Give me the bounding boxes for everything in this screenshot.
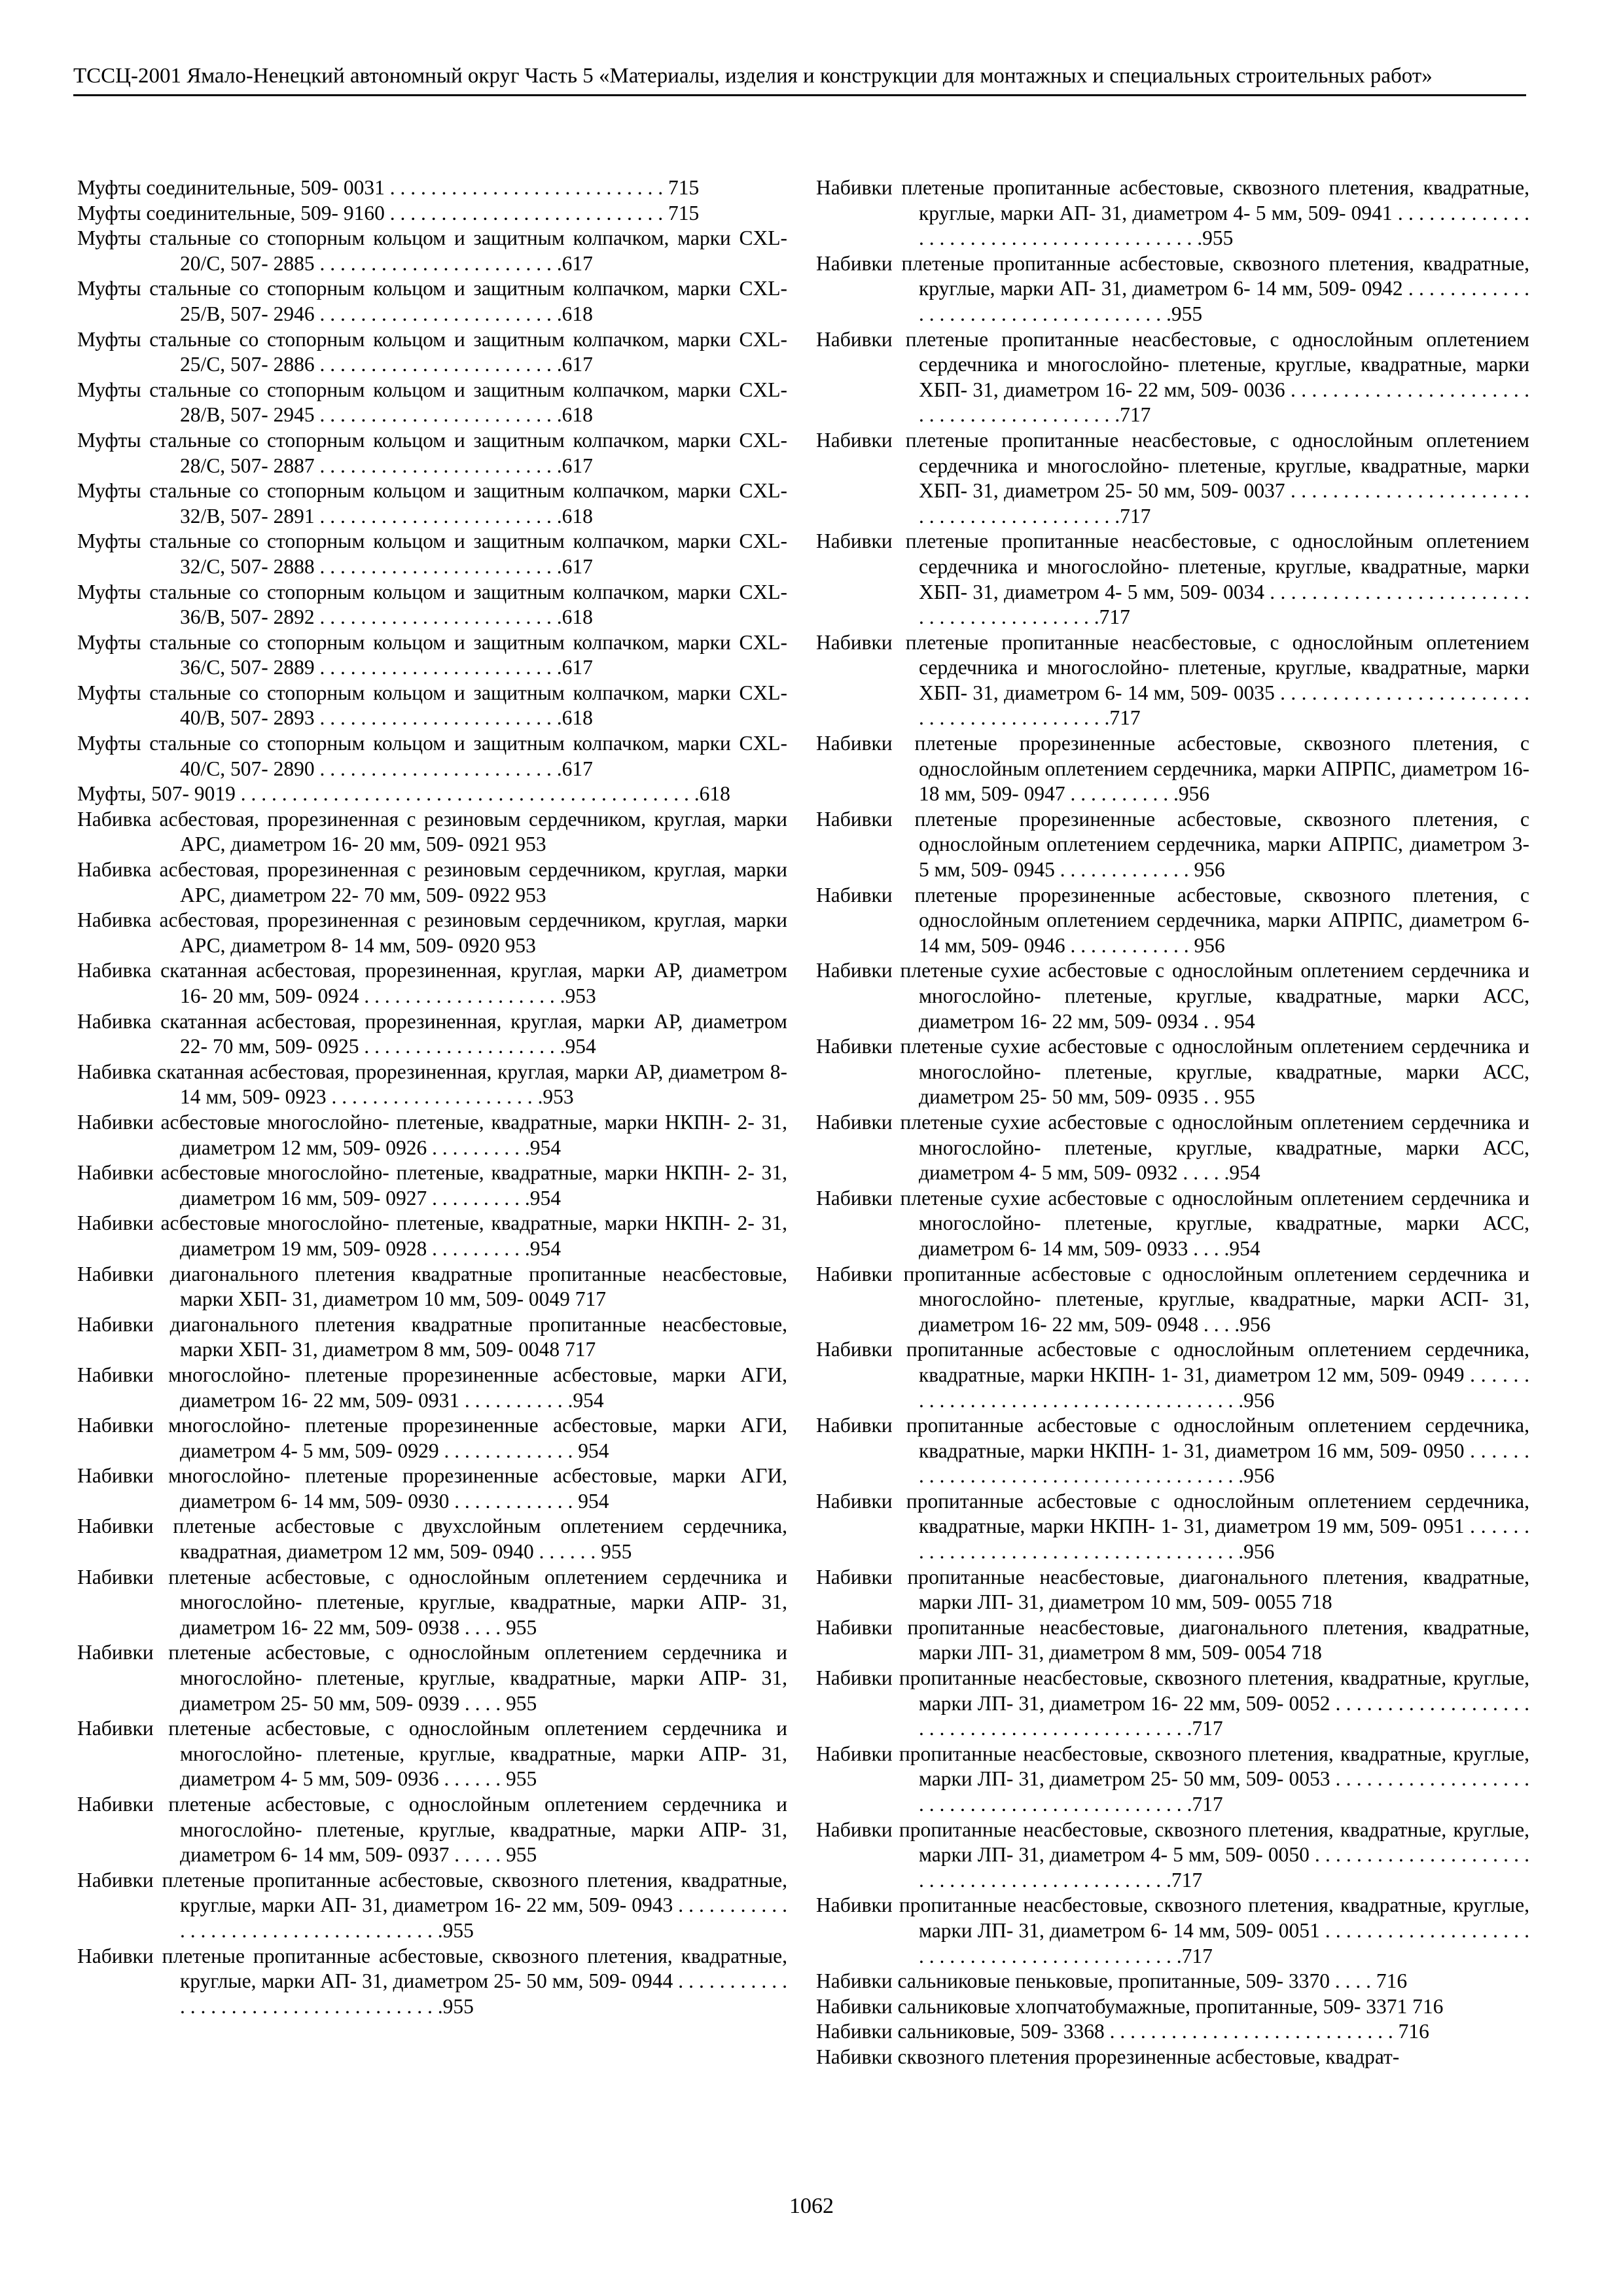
index-entry: Набивки плетеные пропитанные неасбестовые, с однослойным оплетением сердечника и многослойно- плетеные, круглые, квадратные, марки ХБП- 31, диаметром 25- 50 мм, 509- 0037 . . . . . . . . . . . . . . . . . . . . . . . . . . . . . . . . . . . . . . . . . . .717 [816,428,1529,528]
index-column-left [77,175,787,2019]
index-entry: Набивки плетеные пропитанные неасбестовые, с однослойным оплетением сердечника и многослойно- плетеные, круглые, квадратные, марки ХБП- 31, диаметром 6- 14 мм, 509- 0035 . . . . . . . . . . . . . . . . . . . . . . . . . . . . . . . . . . . . . . . . . . .717 [816,630,1529,730]
index-entry: Набивки сальниковые хлопчатобумажные, пропитанные, 509- 3371 716 [816,1994,1444,2018]
index-entry: Набивки плетеные пропитанные неасбестовые, с однослойным оплетением сердечника и многослойно- плетеные, круглые, квадратные, марки ХБП- 31, диаметром 16- 22 мм, 509- 0036 . . . . . . . . . . . . . . . . . . . . . . . . . . . . . . . . . . . . . . . . . . .717 [816,327,1529,427]
index-entry: Набивки пропитанные асбестовые с однослойным оплетением сердечника, квадратные, марки НКПН- 1- 31, диаметром 16 мм, 509- 0950 . . . . . . . . . . . . . . . . . . . . . . . . . . . . . . . . . . . . . .956 [816,1414,1529,1488]
index-entry: Муфты стальные со стопорным кольцом и защитным колпачком, марки CXL- 40/C, 507- 2890 . . . . . . . . . . . . . . . . . . . . . . . .617 [77,732,787,780]
index-entry: Муфты стальные со стопорным кольцом и защитным колпачком, марки CXL- 36/C, 507- 2889 . . . . . . . . . . . . . . . . . . . . . . . .617 [77,630,787,679]
index-entry: Муфты стальные со стопорным кольцом и защитным колпачком, марки CXL- 20/C, 507- 2885 . . . . . . . . . . . . . . . . . . . . . . . .617 [77,226,787,275]
index-entry: Муфты стальные со стопорным кольцом и защитным колпачком, марки CXL- 28/C, 507- 2887 . . . . . . . . . . . . . . . . . . . . . . . .617 [77,428,787,477]
index-entry: Набивки пропитанные неасбестовые, диагонального плетения, квадратные, марки ЛП- 31, диаметром 10 мм, 509- 0055 718 [816,1565,1529,1614]
index-entry: Набивки плетеные пропитанные неасбестовые, с однослойным оплетением сердечника и многослойно- плетеные, круглые, квадратные, марки ХБП- 31, диаметром 4- 5 мм, 509- 0034 . . . . . . . . . . . . . . . . . . . . . . . . . . . . . . . . . . . . . . . . . . .717 [816,529,1529,629]
index-entry: Муфты стальные со стопорным кольцом и защитным колпачком, марки CXL- 28/B, 507- 2945 . . . . . . . . . . . . . . . . . . . . . . . .618 [77,378,787,427]
index-entry: Муфты стальные со стопорным кольцом и защитным колпачком, марки CXL- 25/C, 507- 2886 . . . . . . . . . . . . . . . . . . . . . . . .617 [77,327,787,376]
index-entry: Муфты, 507- 9019 . . . . . . . . . . . . . . . . . . . . . . . . . . . . . . . . . . . . . . . . . . . . .618 [77,782,730,806]
index-entry: Набивки сальниковые пеньковые, пропитанные, 509- 3370 . . . . 716 [816,1969,1408,1993]
page-number: 1062 [789,2194,834,2218]
index-entry: Муфты стальные со стопорным кольцом и защитным колпачком, марки CXL- 32/B, 507- 2891 . . . . . . . . . . . . . . . . . . . . . . . .618 [77,479,787,528]
index-entry: Набивки плетеные пропитанные асбестовые, сквозного плетения, квадратные, круглые, марки АП- 31, диаметром 6- 14 мм, 509- 0942 . . . . . . . . . . . . . . . . . . . . . . . . . . . . . . . . . . . . .955 [816,251,1529,325]
index-entry: Набивки многослойно- плетеные прорезиненные асбестовые, марки АГИ, диаметром 4- 5 мм, 509- 0929 . . . . . . . . . . . . . 954 [77,1414,787,1462]
index-entry: Муфты стальные со стопорным кольцом и защитным колпачком, марки CXL- 36/B, 507- 2892 . . . . . . . . . . . . . . . . . . . . . . . .618 [77,580,787,629]
index-entry: Набивки плетеные сухие асбестовые с однослойным оплетением сердечника и многослойно- плетеные, круглые, квадратные, марки АСС, диаметром 6- 14 мм, 509- 0933 . . . .954 [816,1186,1529,1260]
index-entry: Набивка асбестовая, прорезиненная с резиновым сердечником, круглая, марки АРС, диаметром 8- 14 мм, 509- 0920 953 [77,908,787,957]
index-entry: Набивки асбестовые многослойно- плетеные, квадратные, марки НКПН- 2- 31, диаметром 12 мм, 509- 0926 . . . . . . . . . .954 [77,1110,787,1159]
index-entry: Набивки плетеные пропитанные асбестовые, сквозного плетения, квадратные, круглые, марки АП- 31, диаметром 16- 22 мм, 509- 0943 . . . . . . . . . . . . . . . . . . . . . . . . . . . . . . . . . . . . .955 [77,1868,787,1942]
index-entry: Набивки плетеные асбестовые, с однослойным оплетением сердечника и многослойно- плетеные, круглые, квадратные, марки АПР- 31, диаметром 16- 22 мм, 509- 0938 . . . . 955 [77,1565,787,1639]
index-entry: Набивки плетеные пропитанные асбестовые, сквозного плетения, квадратные, круглые, марки АП- 31, диаметром 4- 5 мм, 509- 0941 . . . . . . . . . . . . . . . . . . . . . . . . . . . . . . . . . . . . . . . . .955 [816,176,1529,250]
index-entry: Набивки пропитанные неасбестовые, сквозного плетения, квадратные, круглые, марки ЛП- 31, диаметром 6- 14 мм, 509- 0051 . . . . . . . . . . . . . . . . . . . . . . . . . . . . . . . . . . . . . . . . . . . . . .717 [816,1893,1529,1967]
index-entry: Набивки пропитанные асбестовые с однослойным оплетением сердечника и многослойно- плетеные, круглые, квадратные, марки АСП- 31, диаметром 16- 22 мм, 509- 0948 . . . .956 [816,1262,1529,1336]
index-entry: Набивки многослойно- плетеные прорезиненные асбестовые, марки АГИ, диаметром 16- 22 мм, 509- 0931 . . . . . . . . . . .954 [77,1363,787,1412]
index-entry: Набивки плетеные асбестовые, с однослойным оплетением сердечника и многослойно- плетеные, круглые, квадратные, марки АПР- 31, диаметром 25- 50 мм, 509- 0939 . . . . 955 [77,1641,787,1715]
index-entry: Набивка асбестовая, прорезиненная с резиновым сердечником, круглая, марки АРС, диаметром 16- 20 мм, 509- 0921 953 [77,807,787,856]
index-entry: Набивки диагонального плетения квадратные пропитанные неасбестовые, марки ХБП- 31, диаметром 8 мм, 509- 0048 717 [77,1312,787,1361]
index-entry: Набивки плетеные сухие асбестовые с однослойным оплетением сердечника и многослойно- плетеные, круглые, квадратные, марки АСС, диаметром 4- 5 мм, 509- 0932 . . . . .954 [816,1110,1529,1185]
index-entry: Набивка асбестовая, прорезиненная с резиновым сердечником, круглая, марки АРС, диаметром 22- 70 мм, 509- 0922 953 [77,858,787,906]
index-entry: Набивки многослойно- плетеные прорезиненные асбестовые, марки АГИ, диаметром 6- 14 мм, 509- 0930 . . . . . . . . . . . . 954 [77,1464,787,1513]
index-entry: Набивки плетеные асбестовые с двухслойным оплетением сердечника, квадратная, диаметром 12 мм, 509- 0940 . . . . . . 955 [77,1515,787,1564]
index-entry: Набивки пропитанные асбестовые с однослойным оплетением сердечника, квадратные, марки НКПН- 1- 31, диаметром 19 мм, 509- 0951 . . . . . . . . . . . . . . . . . . . . . . . . . . . . . . . . . . . . . .956 [816,1489,1529,1564]
index-entry: Набивки сквозного плетения прорезиненные асбестовые, квадрат- [816,2045,1400,2068]
index-entry: Набивки пропитанные неасбестовые, сквозного плетения, квадратные, круглые, марки ЛП- 31, диаметром 25- 50 мм, 509- 0053 . . . . . . . . . . . . . . . . . . . . . . . . . . . . . . . . . . . . . . . . . . . . . .717 [816,1742,1529,1816]
index-entry: Муфты стальные со стопорным кольцом и защитным колпачком, марки CXL- 40/B, 507- 2893 . . . . . . . . . . . . . . . . . . . . . . . .618 [77,681,787,730]
index-entry: Набивки плетеные прорезиненные асбестовые, сквозного плетения, с однослойным оплетением сердечника, марки АПРПС, диаметром 16- 18 мм, 509- 0947 . . . . . . . . . . .956 [816,732,1529,806]
index-entry: Набивки плетеные сухие асбестовые с однослойным оплетением сердечника и многослойно- плетеные, круглые, квадратные, марки АСС, диаметром 25- 50 мм, 509- 0935 . . 955 [816,1035,1529,1109]
index-entry: Набивки плетеные сухие асбестовые с однослойным оплетением сердечника и многослойно- плетеные, круглые, квадратные, марки АСС, диаметром 16- 22 мм, 509- 0934 . . 954 [816,959,1529,1033]
index-entry: Муфты стальные со стопорным кольцом и защитным колпачком, марки CXL- 32/C, 507- 2888 . . . . . . . . . . . . . . . . . . . . . . . .617 [77,529,787,578]
index-column-right [816,175,1529,2070]
index-entry: Набивки пропитанные неасбестовые, сквозного плетения, квадратные, круглые, марки ЛП- 31, диаметром 4- 5 мм, 509- 0050 . . . . . . . . . . . . . . . . . . . . . . . . . . . . . . . . . . . . . . . . . . . . . .717 [816,1818,1529,1892]
index-entry: Набивки плетеные пропитанные асбестовые, сквозного плетения, квадратные, круглые, марки АП- 31, диаметром 25- 50 мм, 509- 0944 . . . . . . . . . . . . . . . . . . . . . . . . . . . . . . . . . . . . .955 [77,1944,787,2018]
index-entry: Набивка скатанная асбестовая, прорезиненная, круглая, марки АР, диаметром 8- 14 мм, 509- 0923 . . . . . . . . . . . . . . . . . . . . .953 [77,1060,787,1109]
header-title: ТССЦ-2001 Ямало-Ненецкий автономный округ Часть 5 «Материалы, изделия и конструкции для монтажных и специальных строительных работ» [73,64,1433,88]
index-entry: Набивки диагонального плетения квадратные пропитанные неасбестовые, марки ХБП- 31, диаметром 10 мм, 509- 0049 717 [77,1262,787,1311]
index-entry: Набивки плетеные прорезиненные асбестовые, сквозного плетения, с однослойным оплетением сердечника, марки АПРПС, диаметром 3- 5 мм, 509- 0945 . . . . . . . . . . . . . 956 [816,807,1529,882]
index-entry: Набивки асбестовые многослойно- плетеные, квадратные, марки НКПН- 2- 31, диаметром 16 мм, 509- 0927 . . . . . . . . . .954 [77,1161,787,1210]
page-header [73,63,1526,96]
index-entry: Набивки плетеные асбестовые, с однослойным оплетением сердечника и многослойно- плетеные, круглые, квадратные, марки АПР- 31, диаметром 6- 14 мм, 509- 0937 . . . . . 955 [77,1793,787,1867]
index-entry: Набивки плетеные прорезиненные асбестовые, сквозного плетения, с однослойным оплетением сердечника, марки АПРПС, диаметром 6- 14 мм, 509- 0946 . . . . . . . . . . . . 956 [816,883,1529,957]
index-entry: Набивки пропитанные асбестовые с однослойным оплетением сердечника, квадратные, марки НКПН- 1- 31, диаметром 12 мм, 509- 0949 . . . . . . . . . . . . . . . . . . . . . . . . . . . . . . . . . . . . . .956 [816,1338,1529,1412]
index-entry: Набивки плетеные асбестовые, с однослойным оплетением сердечника и многослойно- плетеные, круглые, квадратные, марки АПР- 31, диаметром 4- 5 мм, 509- 0936 . . . . . . 955 [77,1717,787,1791]
index-entry: Набивки сальниковые, 509- 3368 . . . . . . . . . . . . . . . . . . . . . . . . . . . . 716 [816,2020,1429,2043]
index-entry: Набивки пропитанные неасбестовые, диагонального плетения, квадратные, марки ЛП- 31, диаметром 8 мм, 509- 0054 718 [816,1615,1529,1664]
index-entry: Муфты стальные со стопорным кольцом и защитным колпачком, марки CXL- 25/B, 507- 2946 . . . . . . . . . . . . . . . . . . . . . . . .618 [77,277,787,325]
index-entry: Набивки пропитанные неасбестовые, сквозного плетения, квадратные, круглые, марки ЛП- 31, диаметром 16- 22 мм, 509- 0052 . . . . . . . . . . . . . . . . . . . . . . . . . . . . . . . . . . . . . . . . . . . . . .717 [816,1666,1529,1740]
index-entry: Муфты соединительные, 509- 0031 . . . . . . . . . . . . . . . . . . . . . . . . . . . 715 [77,176,700,199]
index-entry: Набивка скатанная асбестовая, прорезиненная, круглая, марки АР, диаметром 22- 70 мм, 509- 0925 . . . . . . . . . . . . . . . . . . . .954 [77,1009,787,1058]
index-entry: Набивки асбестовые многослойно- плетеные, квадратные, марки НКПН- 2- 31, диаметром 19 мм, 509- 0928 . . . . . . . . . .954 [77,1211,787,1260]
index-entry: Муфты соединительные, 509- 9160 . . . . . . . . . . . . . . . . . . . . . . . . . . . 715 [77,201,700,224]
index-entry: Набивка скатанная асбестовая, прорезиненная, круглая, марки АР, диаметром 16- 20 мм, 509- 0924 . . . . . . . . . . . . . . . . . . . .953 [77,959,787,1007]
